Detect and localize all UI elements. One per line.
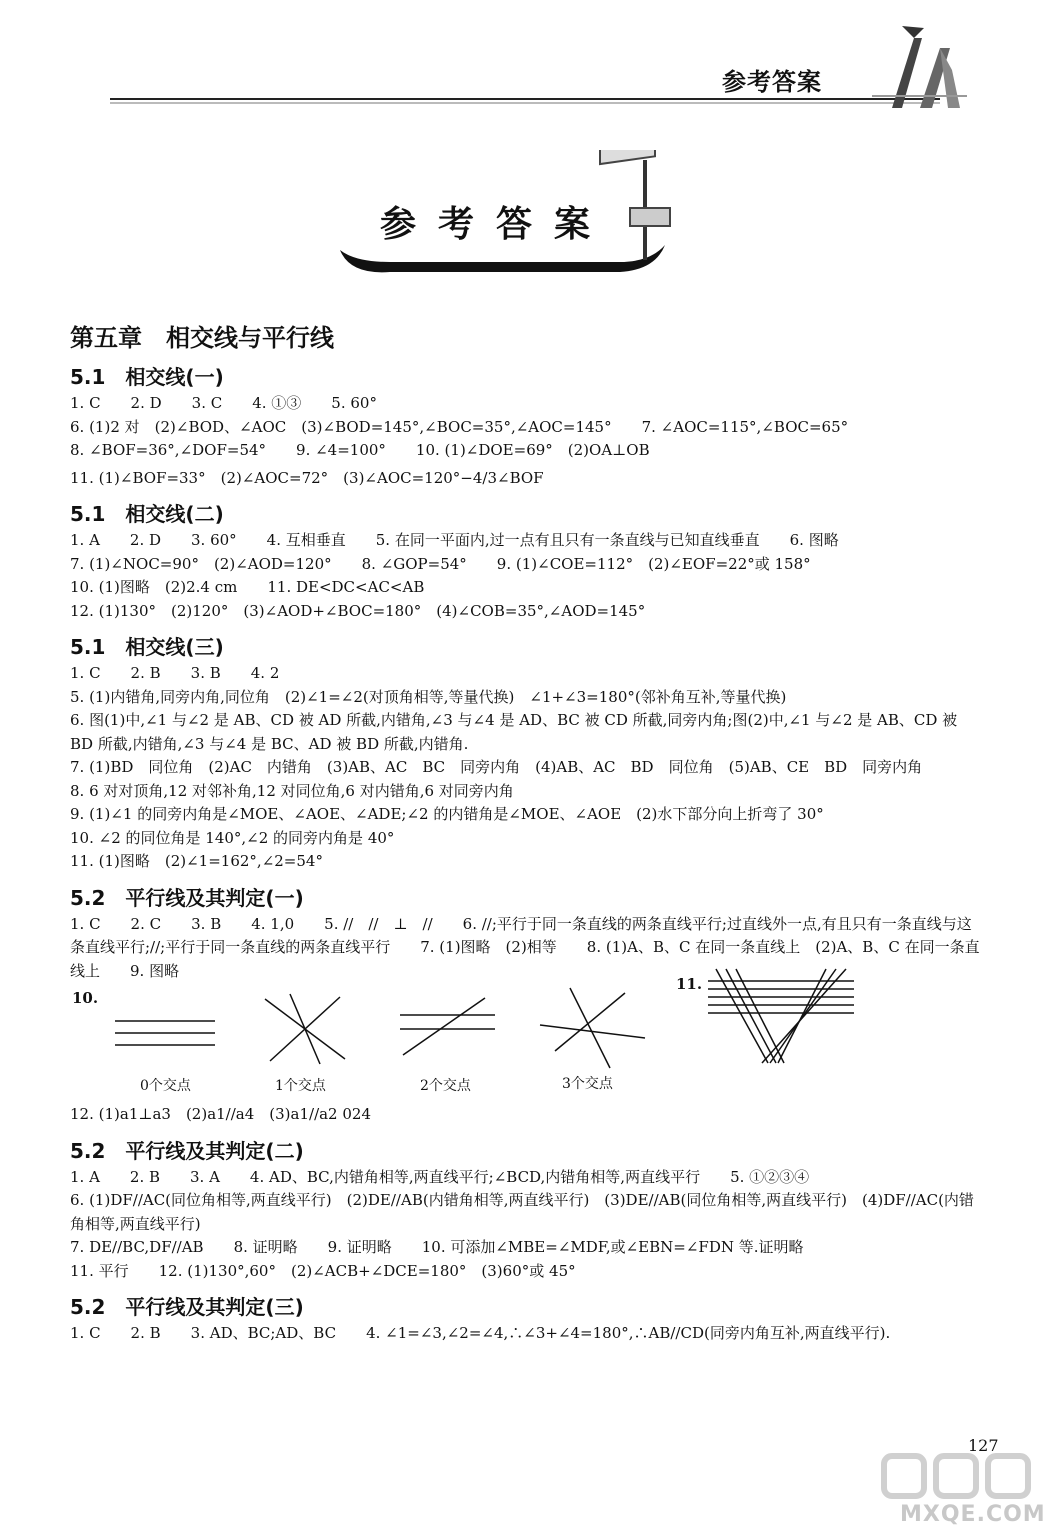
figure-caption: 0个交点 bbox=[140, 1078, 191, 1094]
section-5-1-c bbox=[70, 631, 980, 874]
figure-caption: 2个交点 bbox=[420, 1078, 471, 1094]
section-5-1-a bbox=[70, 361, 980, 490]
answer-line: 12. (1)a1⊥a3 (2)a1//a4 (3)a1//a2 024 bbox=[70, 1105, 372, 1123]
answer-line: 9. (1)∠1 的同旁内角是∠MOE、∠AOE、∠ADE;∠2 的内错角是∠MOE、∠AOE (2)水下部分向上折弯了 30° bbox=[70, 805, 824, 823]
figure-q11-lines bbox=[706, 967, 856, 1067]
answer-line: 6. 图(1)中,∠1 与∠2 是 AB、CD 被 AD 所截,内错角,∠3 与∠4 是 AD、BC 被 CD 所截,同旁内角;图(2)中,∠1 与∠2 是 AB、CD 被 BD 所截,内错角,∠3 与∠4 是 BC、AD 被 BD 所截,内错角. bbox=[70, 711, 958, 753]
header-logo-icon bbox=[862, 18, 972, 118]
answer-line: 1. C 2. B 3. B 4. 2 bbox=[70, 664, 280, 682]
answer-line: 6. (1)2 对 (2)∠BOD、∠AOC (3)∠BOD=145°,∠BOC=35°,∠AOC=145° 7. ∠AOC=115°,∠BOC=65° bbox=[70, 417, 849, 436]
answer-line: 5. (1)内错角,同旁内角,同位角 (2)∠1=∠2(对顶角相等,等量代换) ∠1+∠3=180°(邻补角互补,等量代换) bbox=[70, 687, 787, 706]
answer-line: 7. (1)BD 同位角 (2)AC 内错角 (3)AB、AC BC 同旁内角 (4)AB、AC BD 同位角 (5)AB、CE BD 同旁内角 bbox=[70, 758, 923, 776]
answer-line: 1. C 2. D 3. C 4. ①③ 5. 60° bbox=[70, 394, 377, 412]
figure-label-q11: 11. bbox=[676, 975, 703, 993]
answer-line: 10. ∠2 的同位角是 140°,∠2 的同旁内角是 40° bbox=[70, 828, 395, 847]
watermark-text: MXQE.COM bbox=[900, 1502, 1046, 1527]
section-title: 5.2 平行线及其判定(二) bbox=[70, 1138, 304, 1163]
section-5-2-b bbox=[70, 1135, 980, 1284]
figure-caption: 1个交点 bbox=[275, 1078, 326, 1094]
figure-row bbox=[70, 975, 980, 1103]
section-title: 5.1 相交线(二) bbox=[70, 502, 224, 526]
section-title: 5.2 平行线及其判定(三) bbox=[70, 1295, 304, 1319]
answer-line: 1. C 2. B 3. AD、BC;AD、BC 4. ∠1=∠3,∠2=∠4,∴∠3+∠4=180°,∴AB//CD(同旁内角互补,两直线平行). bbox=[70, 1324, 891, 1342]
answer-line: 1. A 2. B 3. A 4. AD、BC,内错角相等,两直线平行;∠BCD,内错角相等,两直线平行 5. ①②③④ bbox=[70, 1167, 810, 1186]
page-number: 127 bbox=[968, 1436, 999, 1455]
section-title: 5.1 相交线(一) bbox=[70, 365, 224, 389]
answer-line: 11. 平行 12. (1)130°,60° (2)∠ACB+∠DCE=180° (3)60°或 45° bbox=[70, 1261, 576, 1280]
answer-content bbox=[70, 318, 980, 1346]
answer-line: 1. C 2. C 3. B 4. 1,0 5. // // ⊥ // 6. //;平行于同一条直线的两条直线平行;过直线外一点,有且只有一条直线与这条直线平行;//;平行于同一条直线的两条直线平行 7. (1)图略 (2)相等 8. (1)A、B、C 在同一条直线上 (2)A、B、C 在同一条直线上 9. 图略 bbox=[70, 914, 980, 980]
answer-line: 11. (1)图略 (2)∠1=162°,∠2=54° bbox=[70, 852, 323, 870]
figure-caption: 3个交点 bbox=[562, 1076, 613, 1092]
figure-three-intersections bbox=[530, 983, 650, 1073]
figure-one-intersection bbox=[255, 989, 355, 1069]
answer-line: 7. (1)∠NOC=90° (2)∠AOD=120° 8. ∠GOP=54° 9. (1)∠COE=112° (2)∠EOF=22°或 158° bbox=[70, 554, 811, 573]
header-rule bbox=[110, 96, 940, 106]
answer-line: 7. DE//BC,DF//AB 8. 证明略 9. 证明略 10. 可添加∠MBE=∠MDF,或∠EBN=∠FDN 等.证明略 bbox=[70, 1238, 804, 1256]
answer-line: 8. ∠BOF=36°,∠DOF=54° 9. ∠4=100° 10. (1)∠DOE=69° (2)OA⊥OB bbox=[70, 441, 650, 459]
answer-line: 12. (1)130° (2)120° (3)∠AOD+∠BOC=180° (4)∠COB=35°,∠AOD=145° bbox=[70, 601, 646, 620]
chapter-title: 第五章 相交线与平行线 bbox=[70, 324, 334, 352]
figure-two-intersections bbox=[395, 993, 505, 1063]
figure-label-q10: 10. bbox=[72, 989, 99, 1007]
answer-line: 1. A 2. D 3. 60° 4. 互相垂直 5. 在同一平面内,过一点有且只有一条直线与已知直线垂直 6. 图略 bbox=[70, 531, 839, 549]
header-title: 参考答案 bbox=[722, 67, 822, 96]
answer-line: 10. (1)图略 (2)2.4 cm 11. DE<DC<AC<AB bbox=[70, 578, 425, 596]
section-title: 5.1 相交线(三) bbox=[70, 635, 224, 659]
figure-zero-intersections bbox=[110, 1003, 220, 1063]
section-5-2-c bbox=[70, 1291, 980, 1346]
answer-line: 8. 6 对对顶角,12 对邻补角,12 对同位角,6 对内错角,6 对同旁内角 bbox=[70, 781, 514, 800]
section-5-1-b bbox=[70, 498, 980, 623]
section-title: 5.2 平行线及其判定(一) bbox=[70, 885, 304, 910]
banner-title: 参考答案 bbox=[380, 203, 613, 245]
answer-line: 11. (1)∠BOF=33° (2)∠AOC=72° (3)∠AOC=120°−4/3∠BOF bbox=[70, 468, 544, 487]
answer-line: 6. (1)DF//AC(同位角相等,两直线平行) (2)DE//AB(内错角相等,两直线平行) (3)DE//AB(同位角相等,两直线平行) (4)DF//AC(内错角相等,两直线平行) bbox=[70, 1191, 974, 1233]
